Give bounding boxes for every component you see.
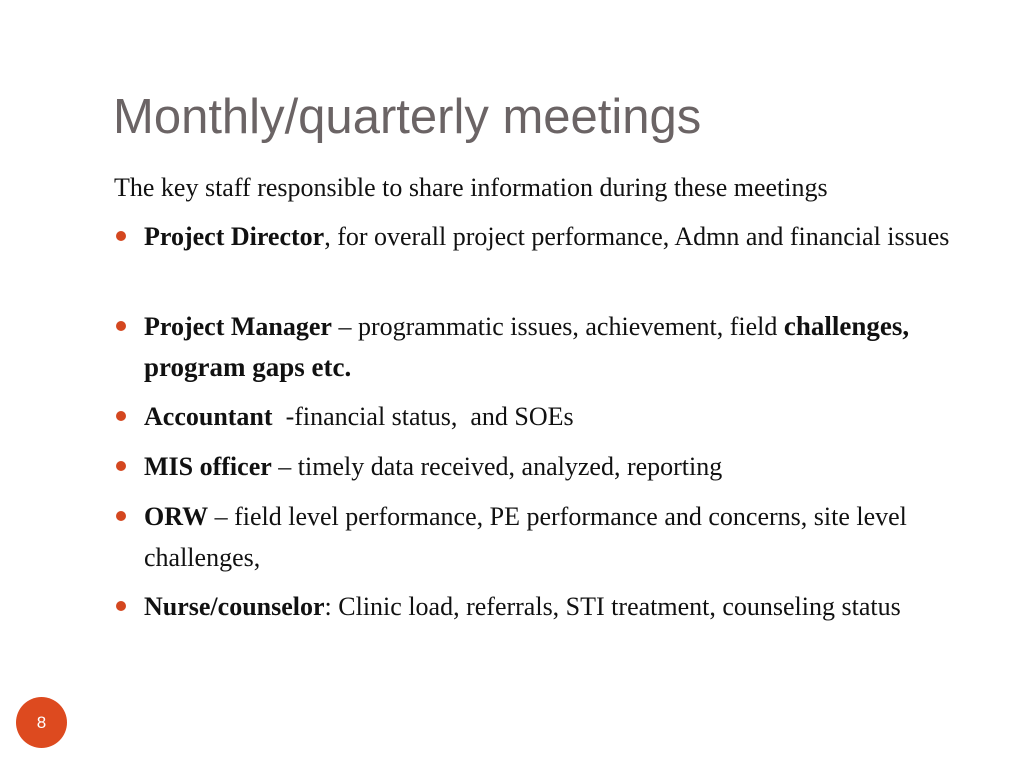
- bullet-dot-icon: [116, 411, 126, 421]
- role-label: Project Director: [144, 222, 325, 251]
- role-label: ORW: [144, 502, 209, 531]
- bullet-dot-icon: [116, 231, 126, 241]
- page-number-badge: 8: [16, 697, 67, 748]
- bullet-text: -financial status, and SOEs: [272, 402, 574, 431]
- bullet-bold-tail: challenges, program gaps etc.: [144, 311, 910, 382]
- bullet-dot-icon: [116, 321, 126, 331]
- role-label: Project Manager: [144, 312, 332, 341]
- bullet-text: , for overall project performance, Admn and financial issues: [324, 222, 950, 251]
- bullet-text: : Clinic load, referrals, STI treatment, counseling status: [324, 592, 901, 621]
- bullet-accountant: [144, 396, 954, 437]
- bullet-project-director: [144, 216, 954, 257]
- bullet-nurse-counselor: [144, 586, 954, 627]
- bullet-text: – timely data received, analyzed, reporting: [271, 452, 723, 481]
- bullet-text: – programmatic issues, achievement, field: [331, 312, 784, 341]
- bullet-project-manager: [144, 306, 954, 388]
- bullet-orw: [144, 496, 954, 578]
- bullet-dot-icon: [116, 601, 126, 611]
- role-label: MIS officer: [144, 452, 272, 481]
- slide-title: Monthly/quarterly meetings: [113, 90, 702, 144]
- bullet-text: – field level performance, PE performance and concerns, site level challenges,: [144, 502, 907, 572]
- role-label: Accountant: [144, 402, 273, 431]
- bullet-dot-icon: [116, 511, 126, 521]
- role-label: Nurse/counselor: [144, 592, 325, 621]
- bullet-dot-icon: [116, 461, 126, 471]
- intro-text: The key staff responsible to share information during these meetings: [114, 173, 828, 202]
- bullet-mis-officer: [144, 446, 954, 487]
